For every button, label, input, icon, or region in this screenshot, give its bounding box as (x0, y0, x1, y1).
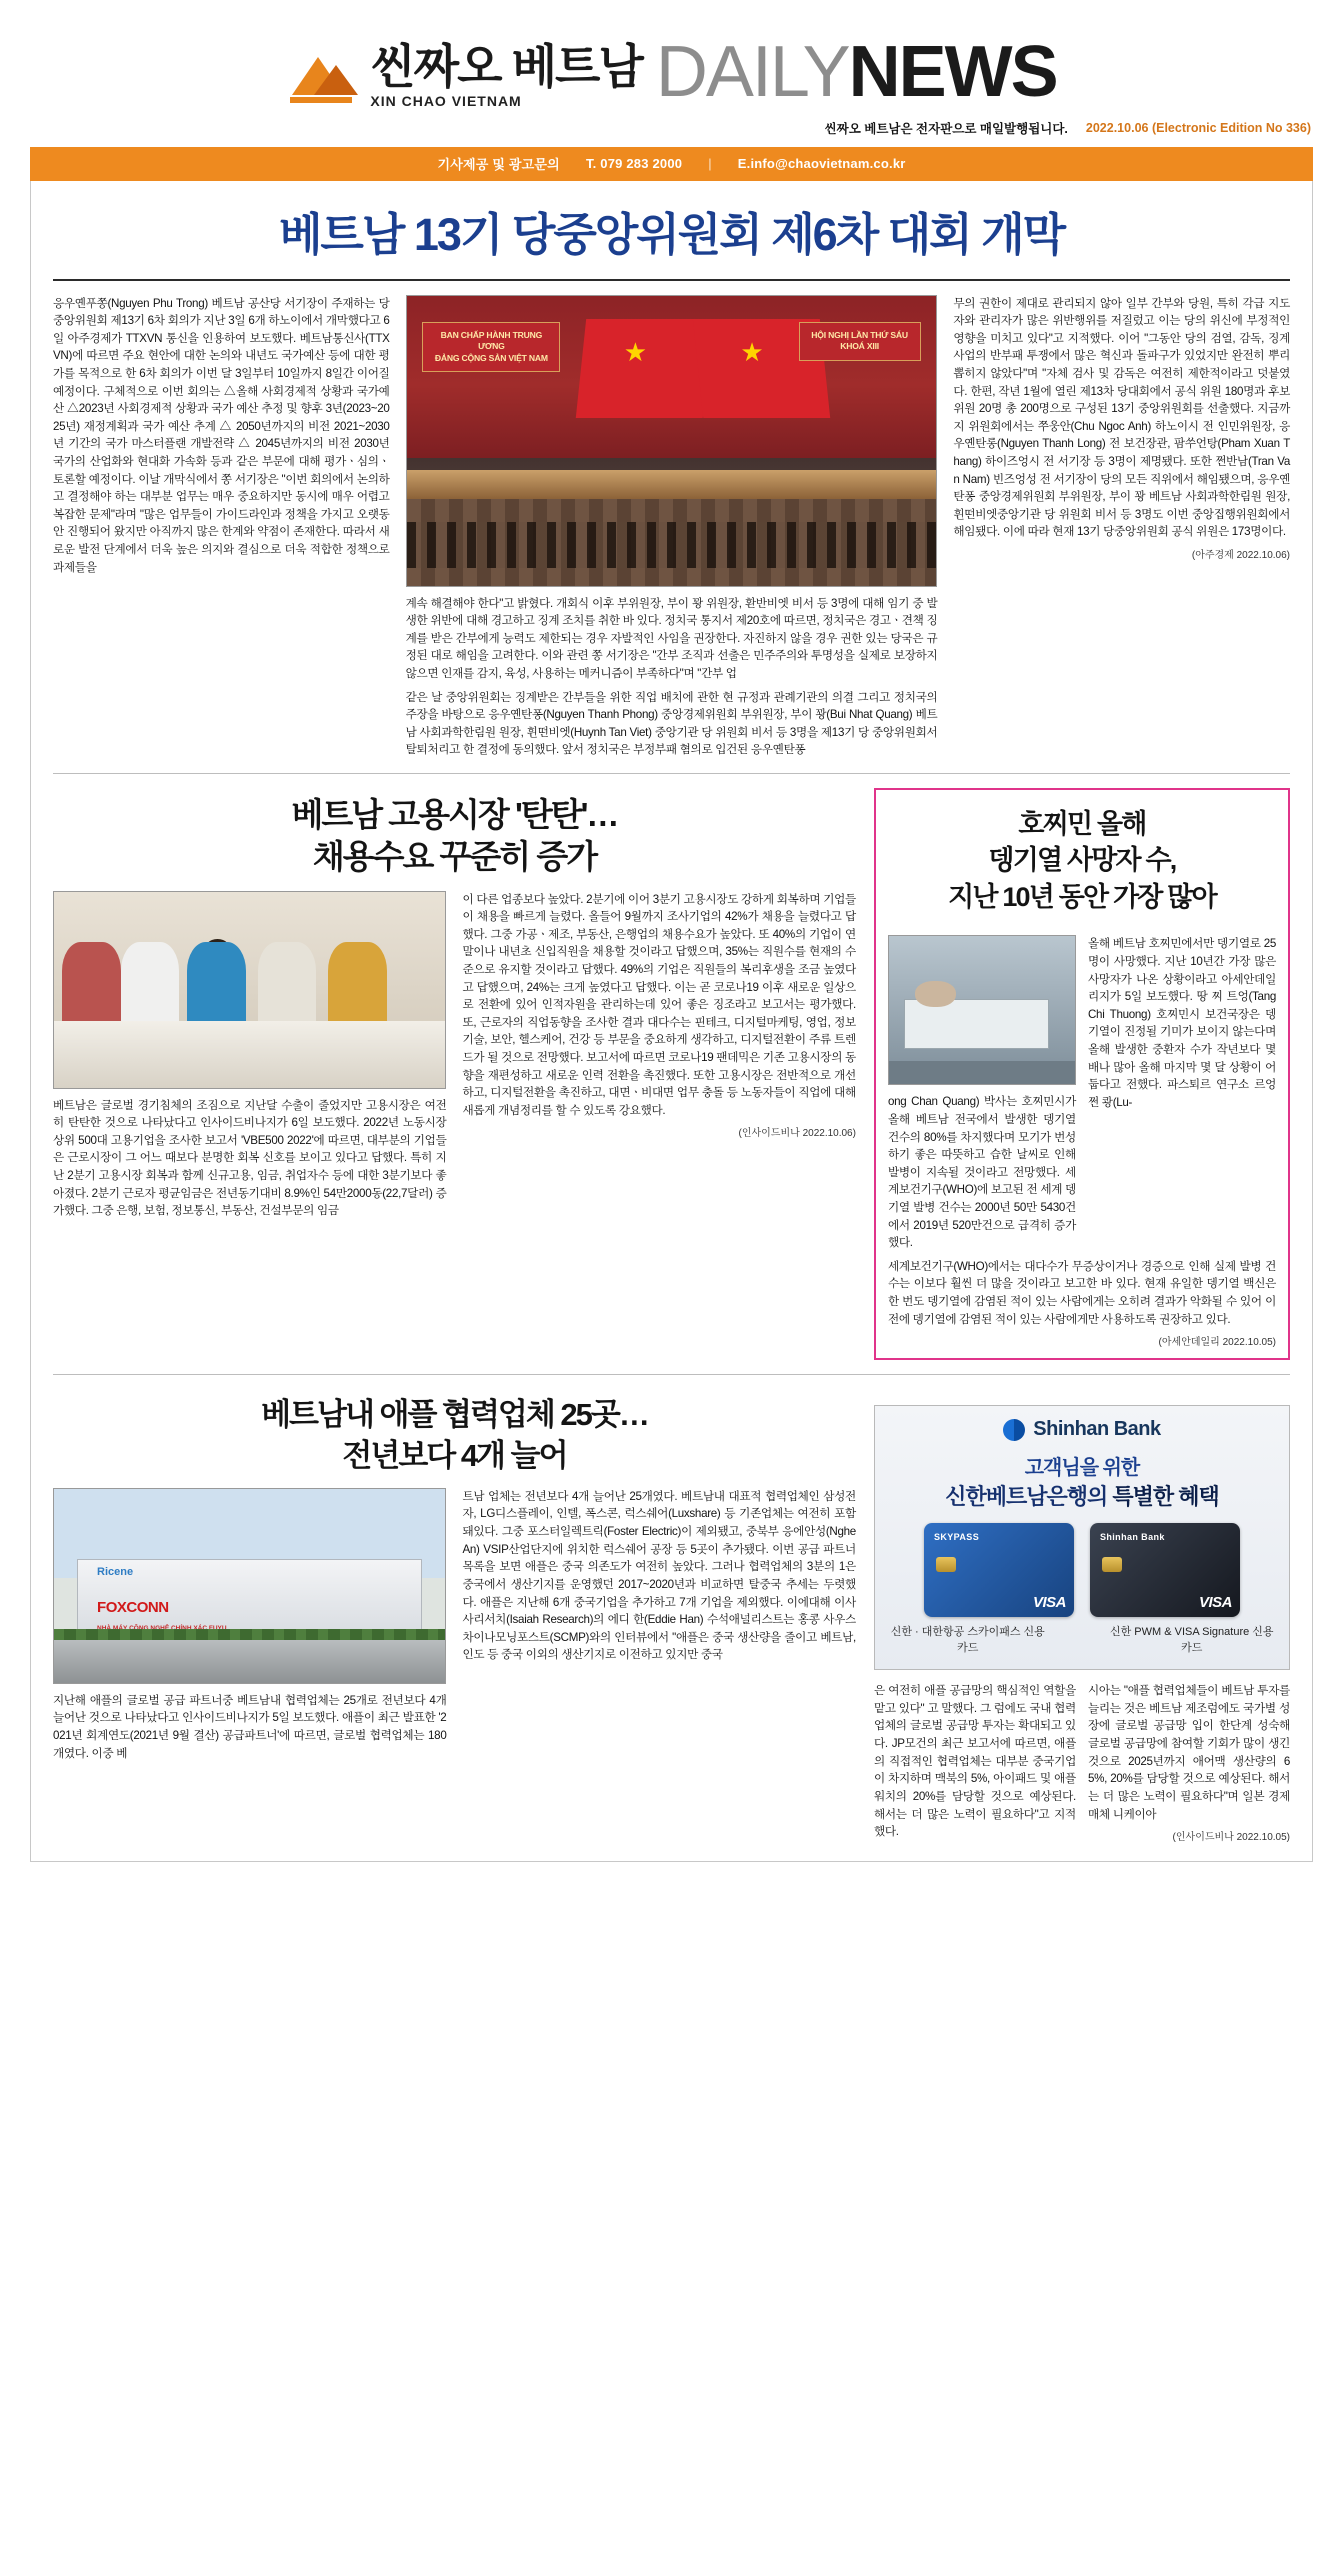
article4-right (462, 1488, 855, 1762)
factory-sign: FOXCONN (97, 1599, 169, 1617)
article-apple-suppliers-continued (874, 1391, 1290, 1843)
logo[interactable] (286, 39, 642, 109)
ad-line-2-emphasis: 특별한 혜택 (1112, 1484, 1219, 1510)
lead-photo: ★ ★ BAN CHẤP HÀNH TRUNG ƯƠNG ĐẢNG CỘNG SẢN VIỆT NAM HỘI NGHỊ LẦN THỨ SÁU KHOÁ XIII (406, 295, 938, 587)
article4-column-1: 지난해 애플의 글로벌 공급 파트너중 베트남내 협력업체는 25개로 전년보다 4개 늘어난 것으로 나타났다고 인사이드비나지가 5일 보도했다. 애플이 최근 발표한 '2021년 회계연도(2021년 9월 결산) 공급파트너'에 따르면, 글로벌 협력업체는 180개였다. 이중 베 (53, 1693, 447, 1760)
article3-photo (888, 935, 1076, 1085)
article4-credit: (인사이드비나 2022.10.05) (1172, 1832, 1290, 1844)
article4-left (53, 1488, 446, 1762)
ad-caption-1: 신한 · 대한항공 스카이패스 신용카드 (890, 1626, 1045, 1655)
masthead (30, 26, 1313, 115)
ad-line-2-pre: 신한베트남은행의 (945, 1484, 1113, 1510)
article3-column-1: ong Chan Quang) 박사는 호찌민시가 올해 베트남 전국에서 발생한 뎅기열 건수의 80%를 차지했다며 모기가 번성하기 좋은 따뜻하고 습한 날씨로 인해 발병이 지속될 것이라고 전망했다. 세계보건기구(WHO)에 보고된 전 세계 뎅기열 발병 건수는 2000년 50만 5430건에서 2019년 520만건으로 급격히 증가했다. (887, 1095, 1076, 1250)
lead-center-column (406, 295, 938, 759)
article4-column-2: 트남 업체는 전년보다 4개 늘어난 25개였다. 베트남내 대표적 협력업체인 삼성전자, LG디스플레이, 인텔, 폭스콘, 럭스쉐어(Luxshare) 등 기존업체는 여전히 포함돼있다. 그중 포스터일렉트릭(Foster Electric)이 제외됐고, 중북부 응에안성(Nghe An) VSIP산업단지에 위치한 럭스쉐어 공장 등 5곳이 추가됐다. 이번 공급 파트너 목록을 보면 애플은 중국 의존도가 여전히 높았다. 그러나 협력업체의 3분의 1은 중국에서 생산기지를 운영했던 2017~2020년과 비교하면 탈중국 추세는 두렷했다. 애플은 지난해 6개 중국기업을 추가하고 7개 기업을 제외했다. 이에대해 이사사리서치(Isaiah Research)의 에디 한(Eddie Han) 수석애널리스트는 홍콩 사우스차이나모닝포스트(SCMP)와의 인터뷰에서 "애플은 중국 생산량을 줄이고 베트남, 인도 등 중국 이외의 생산기지로 이전하고 있지만 중국 (462, 1489, 856, 1662)
article2-headline-line1: 베트남 고용시장 '탄탄'… (291, 796, 618, 834)
article4-column-3: 은 여전히 애플 공급망의 핵심적인 역할을 맡고 있다" 고 말했다. 그 럼에도 국내 협력업체의 글로벌 공급망 투자는 확대되고 있다. JP모건의 최근 보고서에 따르면, 애플의 직접적인 협력업체는 대부분 중국기업이 차지하며 맥북의 5%, 아이패드 및 애플워치의 20%를 담당할 것으로 예상된다. 해서는 더 많은 노력이 필요하다"고 지적했다. (873, 1684, 1076, 1839)
divider (53, 279, 1290, 281)
article2-left (53, 891, 446, 1220)
factory-logo-icon: Ricene (97, 1566, 134, 1579)
masthead-slogan: 씬짜오 베트남은 전자판으로 매일발행됩니다. (824, 121, 1068, 136)
contact-separator: | (708, 156, 712, 172)
divider (53, 773, 1290, 774)
divider (53, 1374, 1290, 1375)
article2-headline-line2: 채용수요 꾸준히 증가 (312, 838, 597, 876)
ad-line-1: 고객님을 위한 (1024, 1457, 1140, 1480)
ad-bank-name: Shinhan Bank (1033, 1418, 1161, 1441)
shinhan-bank-ad[interactable] (874, 1405, 1290, 1670)
ad-line-2 (887, 1480, 1277, 1511)
card-chip-icon (936, 1557, 956, 1572)
article4-column-4-wrap (1088, 1682, 1290, 1843)
second-band (53, 788, 1290, 1360)
third-band (53, 1391, 1290, 1843)
article3-left (888, 935, 1076, 1251)
shinhan-logo-icon (1003, 1419, 1025, 1441)
article2-photo (53, 891, 446, 1089)
article3-credit: (아세안데일리 2022.10.05) (1158, 1337, 1276, 1349)
paper-body (30, 181, 1313, 1862)
contact-label: 기사제공 및 광고문의 (437, 157, 560, 173)
ad-card-captions (887, 1623, 1277, 1655)
mountain-logo-icon (286, 47, 360, 109)
logo-korean-title: 씬짜오 베트남 (370, 39, 642, 93)
card-skypass-visa: VISA (1032, 1594, 1066, 1612)
article-apple-suppliers (53, 1391, 856, 1843)
photo-banner-right: HỘI NGHỊ LẦN THỨ SÁU KHOÁ XIII (799, 322, 921, 361)
article4-headline-line1: 베트남내 애플 협력업체 25곳… (261, 1397, 648, 1433)
article2-column-1: 베트남은 글로벌 경기침체의 조짐으로 지난달 수출이 줄었지만 고용시장은 여전히 탄탄한 것으로 나타났다고 인사이드비나지가 6일 보도했다. 2022년 노동시장 상위 500대 고용기업을 조사한 보고서 'VBE500 2022'에 따르면, 대부분의 기업들은 근로시장이 그 어느 때보다 분명한 회복 신호를 보이고 있다고 답했다. 특히 지난 2분기 고용시장 회복과 함께 신규고용, 임금, 취업자수 등에 대한 3분기보다 좋아졌다. 2분기 근로자 평균임금은 전년동기대비 8.9%인 54만2000동(22,7달러) 증가했다. 그중 은행, 보험, 정보통신, 부동산, 건설부문의 임금 (53, 1098, 447, 1218)
article3-right (1088, 935, 1276, 1251)
photo-banner-left: BAN CHẤP HÀNH TRUNG ƯƠNG ĐẢNG CỘNG SẢN VIỆT NAM (422, 322, 560, 373)
article4-column-4: 시아는 "애플 협력업체들이 베트남 투자를 늘리는 것은 베트남 제조럼에도 국가별 성장에 글로벌 공급망 입이 한단계 성숙해 글로벌 공급망에 참여할 기회가 많이 생긴 것으로 2025년까지 애어맥 생산량의 65%, 20%를 담당할 것으로 예상된다. 해서는 더 많은 노력이 필요하다"며 일본 경제매체 니케이아 (1087, 1684, 1290, 1821)
contact-phone[interactable]: T. 079 283 2000 (585, 156, 683, 172)
contact-bar (30, 147, 1313, 181)
article3-headline-line1: 호찌민 올해 (1018, 809, 1146, 840)
wordmark-daily: DAILY (655, 32, 849, 112)
ad-bank-row (887, 1418, 1277, 1441)
card-pwm-brand: Shinhan Bank (1099, 1532, 1165, 1543)
wordmark-news: NEWS (848, 32, 1057, 112)
card-pwm-visa: VISA (1198, 1594, 1232, 1612)
article2-right (462, 891, 855, 1220)
lead-credit: (아주경제 2022.10.06) (1191, 550, 1290, 562)
lead-headline: 베트남 13기 당중앙위원회 제6차 대회 개막 (278, 208, 1065, 260)
lead-column-1: 응우옌푸쫑(Nguyen Phu Trong) 베트남 공산당 서기장이 주재하는 당중앙위원회 제13기 6차 회의가 지난 3일 6개 하노이에서 개막했다고 6일 아주경제가 TTXVN 통신을 인용하여 보도했다. 베트남통신사(TTXVN)에 따르면 주요 현안에 대한 논의와 내년도 국가예산 등에 대한 평가를 목적으로 한 6차 회의가 이번 달 3일부터 10일까지 8일간 이어질 예정이다. 구체적으로 이번 회의는 △올해 사회경제적 상황과 국가예산 △2023년 사회경제적 상황과 국가 예산 추정 및 향후 3년(2023~2025년) 재정계획과 국가 예산 추계 △ 2050년까지의 비전 2021~2030년 기간의 국가 마스터플랜 개발전략 △ 2045년까지의 비전 2030년 국가의 산업화와 현대화 가속화 등과 같은 부문에 대해 평가ㆍ심의ㆍ토론할 예정이다. 이날 개막식에서 쫑 서기장은 "이번 회의에서 논의하고 결정해야 하는 대부분 업무는 매우 중요하지만 동시에 매우 어렵고 복잡한 문제"라며 "많은 업무들이 가이드라인과 정책을 가지고 오랫동안 진행되어 왔지만 아직까지 많은 한계와 약점이 존재한다. 따라서 새로운 발전 단계에서 더욱 높은 의지와 결심으로 더욱 적합한 정책으로 과제들을 (53, 296, 390, 574)
card-pwm-signature (1090, 1523, 1240, 1617)
lead-story (53, 295, 1290, 759)
issue-info: 2022.10.06 (Electronic Edition No 336) (1085, 120, 1311, 135)
lead-center-text: 계속 해결해야 한다"고 밝혔다. 개회식 이후 부위원장, 부이 꽝 위원장, 환반비엣 비서 등 3명에 대해 임기 중 발생한 위반에 대해 경고하고 징계 조치를 취한 바 있다. 정치국 통지서 제20호에 따르면, 정치국은 경고ㆍ견책 징계를 받은 간부에게 능력도 제한되는 경우 자발적인 사임을 권장한다. 자진하지 않을 경우 권한 있는 당국은 규정된 대로 해임을 고려한다. 이와 관련 쫑 서기장은 "간부 조직과 선출은 민주주의와 투명성을 실제로 보장하지 않으면 인재를 감지, 육성, 사용하는 메커니즘이 부족하다"며 "간부 업 (405, 596, 938, 680)
article-dengue (874, 788, 1290, 1360)
article4-headline (53, 1391, 856, 1488)
card-skypass (924, 1523, 1074, 1617)
card-skypass-brand: SKYPASS (933, 1532, 980, 1543)
article2-column-2: 이 다른 업종보다 높았다. 2분기에 이어 3분기 고용시장도 강하게 회복하며 기업들이 채용을 빠르게 늘렸다. 올들어 9월까지 조사기업의 42%가 채용을 늘렸다고 답했다. 그중 가공ㆍ제조, 부동산, 은행업의 채용수요가 높았다. 또 40%의 기업이 연말이나 내년초 신입직원을 채용할 것이라고 답했으며, 35%는 직원수를 현재의 수준으로 유지할 것이라고 답했다. 49%의 기업은 직원들의 복리후생을 조금 높였다고 답했으며, 24%는 크게 높였다고 답했다. 이는 곧 코로나19 이후 새로운 일상으로 전환에 있어 인적자원을 관리하는데 있어 좋은 징조라고 보고서는 평가했다. 또, 근로자의 직업동향을 조사한 결과 대다수는 핀테크, 디지털마케팅, 영업, 정보기술, 보안, 헬스케어, 건강 등 부문을 중요하게 생각하고, 디지털전환이 주류 트렌드가 될 것으로 전망했다. 보고서에 따르면 코로나19 팬데믹은 기존 고용시장의 동향을 재편성하고 새로운 인력 전환을 촉진했다. 또한 고용시장은 전반적으로 개선하고, 디지털전환을 촉진하고, 대면ㆍ비대면 업무 충돌 등 노동자들이 직업에 대해 새롭게 개념정리를 할 수 있도록 강요했다. (462, 892, 856, 1117)
article3-column-2: 올해 베트남 호찌민에서만 뎅기열로 25명이 사망했다. 지난 10년간 가장 많은 사망자가 나온 상황이라고 아세안데일리지가 5일 보도했다. 땅 찌 트엉(Tang Chi Thuong) 호찌민시 보건국장은 뎅기열이 진정될 기미가 보이지 않는다며 올해 발생한 중환자 수가 작년보다 몇 배나 많아 올해 마지막 몇 달 상황이 어둡다고 전했다. 파스퇴르 연구소 르엉 쩐 쾅(Lu- (1087, 937, 1276, 1109)
ad-caption-2: 신한 PWM & VISA Signature 신용카드 (1110, 1626, 1274, 1655)
article3-headline-line2: 뎅기열 사망자 수, (988, 845, 1176, 876)
article2-credit: (인사이드비나 2022.10.06) (738, 1128, 856, 1140)
contact-email[interactable]: E.info@chaovietnam.co.kr (737, 156, 906, 172)
lead-column-3-wrap (953, 295, 1290, 759)
article2-headline (53, 788, 856, 890)
masthead-subbar (30, 115, 1313, 147)
daily-news-wordmark (655, 32, 1057, 112)
article4-tail-columns (874, 1682, 1290, 1843)
article4-headline-line2: 전년보다 4개 늘어 (342, 1437, 567, 1473)
lead-center-text-2: 같은 날 중앙위원회는 징계받은 간부들을 위한 직업 배치에 관한 현 규정과 관례기관의 의결 그리고 정치국의 주장을 바탕으로 응우옌탄퐁(Nguyen Thanh Phong) 중앙경제위원회 부위원장, 부이 꽝(Bui Nhat Quang) 베트남 사회과학한림원 원장, 휜떤비엣(Huynh Tan Viet) 중앙기관 당 위원회 비서 등 3명을 제13기 당 중앙위원회서 탈퇴처리고 한 결정에 동의했다. 앞서 정치국은 부정부패 혐의로 입건된 응우옌탄퐁 (405, 690, 938, 757)
article4-photo (53, 1488, 446, 1684)
lead-column-3: 무의 권한이 제대로 관리되지 않아 일부 간부와 당원, 특히 각급 지도자와 관리자가 많은 위반행위를 저질렀고 이는 당의 위신에 부정적인 영향을 미치고 있다"고 지적했다. 이어 "그동안 당의 검열, 감독, 징계 사업의 반부패 투쟁에서 많은 혁신과 돌파구가 있었지만 완전히 뿌리 뽑히지 않았다"며 "자체 검사 및 감독은 여전히 제한적이라고 덧붙였다. 한편, 작년 1월에 열린 제13차 당대회에서 공식 위원 180명과 후보위원 20명 총 200명으로 구성된 13기 중앙위원회를 선출했다. 지금까지 위원회에서는 쭈웅안(Chu Ngoc Anh) 하노이시 전 인민위원장, 응우옌탄롱(Nguyen Thanh Long) 전 보건장관, 팜쑤언탕(Pham Xuan Thang) 하이즈엉시 전 서기장 등 3명이 제명됐다. 또한 쩐반남(Tran Van Nam) 빈즈엉성 전 서기장이 당의 모든 직위에서 해임됐으며, 응우옌탄퐁 중앙경제위원회 부위원장, 부이 꽝 베트남 사회과학한림원 원장, 휜떤비엣중앙기관 당 위원회 비서 등 3명도 이번 중앙집행위원회에서 해임됐다. 이에 따라 현재 13기 당중앙위원회 공식 위원은 173명이다. (953, 296, 1290, 539)
ad-cards (887, 1523, 1277, 1617)
logo-english-title: XIN CHAO VIETNAM (370, 92, 522, 109)
article3-headline (888, 802, 1276, 927)
article-employment (53, 788, 856, 1360)
article3-headline-line3: 지난 10년 동안 가장 많아 (948, 881, 1216, 912)
article3-column-3: 세계보건기구(WHO)에서는 대다수가 무증상이거나 경증으로 인해 실제 발병 건수는 이보다 훨씬 더 많을 것이라고 보고한 바 있다. 현재 유일한 뎅기열 백신은 한 번도 뎅기열에 감염된 적이 있는 사람에게는 오히려 결과가 악화될 수 있어 이 전에 뎅기열에 감염된 적이 있는 사람에게만 사용하도록 권장하고 있다. (887, 1259, 1276, 1326)
card-chip-icon (1102, 1557, 1122, 1572)
